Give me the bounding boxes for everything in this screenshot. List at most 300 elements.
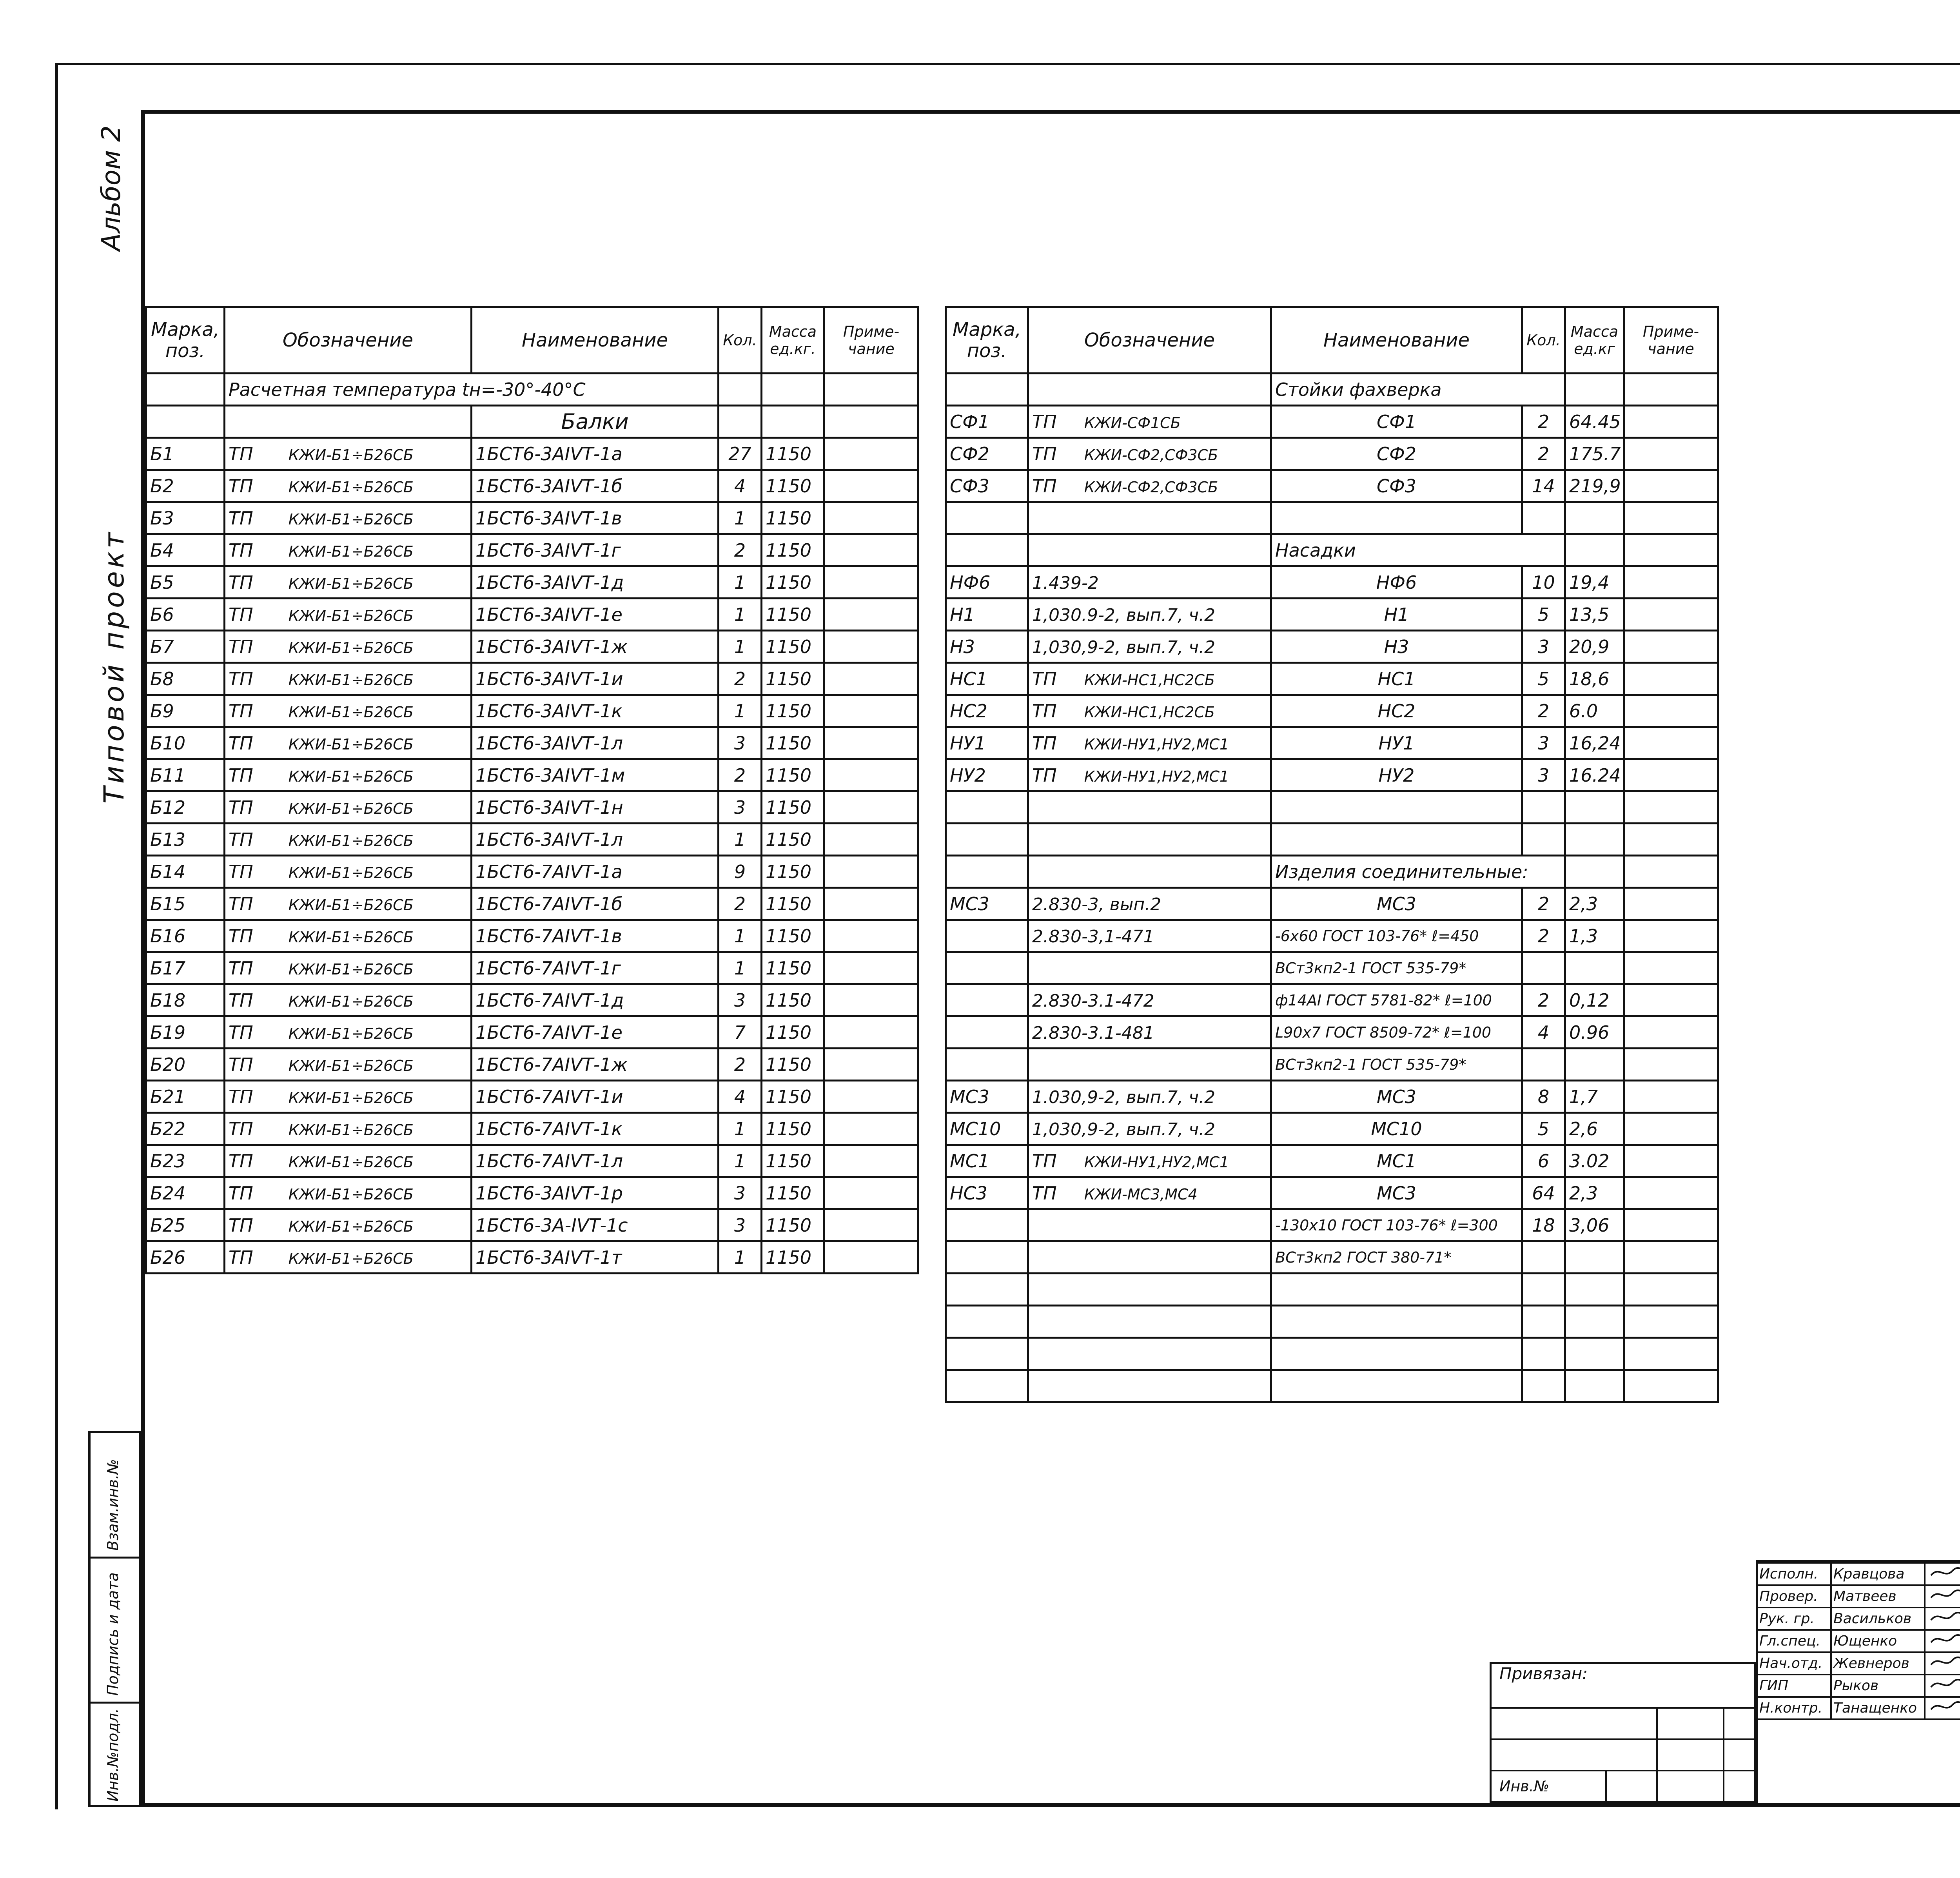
mass-cell: 1150 [762, 1241, 824, 1274]
table-row [946, 1241, 1718, 1274]
table-row [946, 406, 1718, 438]
note-cell [824, 1145, 918, 1177]
mass-cell: 1150 [762, 695, 824, 727]
signature-mark [1927, 1698, 1960, 1715]
series-text: ТП [229, 1118, 253, 1140]
series-text: ТП [229, 1086, 253, 1107]
drawing-code-text: КЖИ-Б1÷Б26СБ [288, 1153, 414, 1171]
designation-cell [1028, 1209, 1271, 1241]
designation-cell [1028, 663, 1271, 695]
right-table-header [946, 307, 1718, 374]
note-cell [1624, 1209, 1718, 1241]
name-cell: СФ2 [1271, 438, 1522, 470]
table-row [946, 470, 1718, 502]
qty-cell: 64 [1522, 1177, 1565, 1209]
name-cell: 1БСТ6-3АIVТ-1и [472, 663, 719, 695]
signature-mark [1927, 1564, 1960, 1581]
series-text: ТП [229, 764, 253, 786]
name-cell: -130х10 ГОСТ 103-76* ℓ=300 [1271, 1209, 1522, 1241]
note-cell [824, 695, 918, 727]
mark-cell: НС2 [946, 695, 1028, 727]
qty-cell: 1 [719, 566, 762, 599]
mass-cell: 16.24 [1565, 759, 1624, 791]
header-qty: Кол. [719, 307, 762, 374]
signature-mark [1927, 1675, 1960, 1693]
mark-cell: Б24 [146, 1177, 225, 1209]
designation-cell [1028, 470, 1271, 502]
note-cell [1624, 1016, 1718, 1049]
mass-cell: 0.96 [1565, 1016, 1624, 1049]
role-row [1757, 1563, 1960, 1585]
name-cell: 1БСТ6-3АIVТ-1р [472, 1177, 719, 1209]
mark-cell [946, 1241, 1028, 1274]
drawing-code-text: КЖИ-Б1÷Б26СБ [288, 1121, 414, 1139]
mass-cell [1565, 1049, 1624, 1081]
blank-row [946, 1274, 1718, 1306]
mass-cell: 2,6 [1565, 1113, 1624, 1145]
note-cell [824, 952, 918, 984]
header-note: Приме-чание [824, 307, 918, 374]
name-cell: 1БСТ6-7АIVТ-1в [472, 920, 719, 952]
qty-cell: 2 [1522, 888, 1565, 920]
drawing-code-text: КЖИ-Б1÷Б26СБ [288, 832, 414, 849]
qty-cell: 2 [1522, 438, 1565, 470]
mass-cell: 1150 [762, 759, 824, 791]
mass-cell: 1150 [762, 920, 824, 952]
name-cell: МС3 [1271, 888, 1522, 920]
designation-cell [225, 438, 472, 470]
qty-cell: 2 [1522, 920, 1565, 952]
mass-cell [1565, 952, 1624, 984]
mark-cell: Б1 [146, 438, 225, 470]
table-row [146, 663, 918, 695]
mark-cell: Н3 [946, 631, 1028, 663]
series-text: ТП [229, 1214, 253, 1236]
role-role: ГИП [1757, 1675, 1831, 1697]
qty-cell: 2 [719, 534, 762, 566]
name-cell: 1БСТ6-7АIVТ-1е [472, 1016, 719, 1049]
role-role: Н.контр. [1757, 1697, 1831, 1719]
name-cell: 1БСТ6-3АIVТ-1б [472, 470, 719, 502]
left-spec-table [145, 306, 919, 1274]
mass-cell: 64.45 [1565, 406, 1624, 438]
mass-cell: 1150 [762, 1081, 824, 1113]
role-name: Жевнеров [1831, 1652, 1925, 1675]
mass-cell: 1150 [762, 984, 824, 1016]
drawing-code-text: КЖИ-МС3,МС4 [1084, 1185, 1198, 1203]
qty-cell: 14 [1522, 470, 1565, 502]
drawing-code-text: 1,030,9-2, вып.7, ч.2 [1032, 1119, 1216, 1140]
note-cell [824, 791, 918, 824]
qty-cell: 3 [719, 1177, 762, 1209]
attached-label: Привязан: [1499, 1664, 1588, 1683]
series-text: ТП [229, 1022, 253, 1043]
designation-cell [1028, 759, 1271, 791]
mass-cell: 2,3 [1565, 888, 1624, 920]
designation-cell [1028, 1049, 1271, 1081]
designation-cell [225, 631, 472, 663]
drawing-code-text: 1,030.9-2, вып.7, ч.2 [1032, 605, 1216, 625]
note-cell [1624, 438, 1718, 470]
drawing-code-text: КЖИ-НС1,НС2СБ [1084, 703, 1215, 721]
mark-cell: Б5 [146, 566, 225, 599]
drawing-code-text: КЖИ-НУ1,НУ2,МС1 [1084, 768, 1229, 785]
note-cell [1624, 984, 1718, 1016]
designation-cell [225, 1049, 472, 1081]
mark-cell: Б19 [146, 1016, 225, 1049]
note-cell [1624, 406, 1718, 438]
mark-cell: Б13 [146, 824, 225, 856]
mass-cell: 1150 [762, 566, 824, 599]
mark-cell: Б7 [146, 631, 225, 663]
designation-cell [1028, 920, 1271, 952]
roles-table [1756, 1562, 1960, 1720]
qty-cell: 7 [719, 1016, 762, 1049]
mark-cell [946, 1049, 1028, 1081]
mass-cell: 1150 [762, 952, 824, 984]
blank-row [946, 502, 1718, 534]
designation-cell [1028, 984, 1271, 1016]
name-cell: 1БСТ6-3АIVТ-1к [472, 695, 719, 727]
qty-cell: 18 [1522, 1209, 1565, 1241]
mass-cell: 1150 [762, 1177, 824, 1209]
table-row [146, 888, 918, 920]
table-row [146, 1177, 918, 1209]
mass-cell: 1150 [762, 438, 824, 470]
mark-cell [946, 1209, 1028, 1241]
table-row [946, 695, 1718, 727]
mass-cell: 1150 [762, 1209, 824, 1241]
table-row [946, 566, 1718, 599]
drawing-code-text: 1,030,9-2, вып.7, ч.2 [1032, 637, 1216, 657]
designation-cell [1028, 599, 1271, 631]
series-text: ТП [229, 507, 253, 529]
drawing-code-text: 1.030,9-2, вып.7, ч.2 [1032, 1087, 1216, 1107]
right-spec-table [945, 306, 1719, 1403]
mark-cell: Б12 [146, 791, 225, 824]
table-row [946, 1113, 1718, 1145]
mark-cell: МС3 [946, 888, 1028, 920]
name-cell: НУ2 [1271, 759, 1522, 791]
series-text: ТП [229, 1054, 253, 1075]
name-cell: L90х7 ГОСТ 8509-72* ℓ=100 [1271, 1016, 1522, 1049]
mark-cell: Б8 [146, 663, 225, 695]
note-cell [1624, 759, 1718, 791]
drawing-code-text: КЖИ-Б1÷Б26СБ [288, 800, 414, 817]
table-row [146, 1081, 918, 1113]
table-row [946, 1049, 1718, 1081]
signature-cell [1925, 1563, 1960, 1585]
header-note: Приме-чание [1624, 307, 1718, 374]
series-text: ТП [229, 957, 253, 979]
mark-cell: Б21 [146, 1081, 225, 1113]
series-text: ТП [229, 604, 253, 625]
series-text: ТП [1032, 700, 1057, 722]
name-cell: 1БСТ6-3АIVТ-1н [472, 791, 719, 824]
drawing-code-text: 2.830-3.1-481 [1032, 1023, 1154, 1043]
blank-row [946, 1338, 1718, 1370]
section-row [946, 374, 1718, 406]
mass-cell [1565, 1241, 1624, 1274]
series-text: ТП [229, 989, 253, 1011]
qty-cell: 2 [719, 759, 762, 791]
mass-cell: 1150 [762, 1145, 824, 1177]
designation-cell [1028, 566, 1271, 599]
name-cell: 1БСТ6-7АIVТ-1и [472, 1081, 719, 1113]
table-row [146, 534, 918, 566]
drawing-code-text: КЖИ-Б1÷Б26СБ [288, 703, 414, 721]
drawing-code-text: КЖИ-Б1÷Б26СБ [288, 1057, 414, 1074]
side-stamp-inv-number: Инв.№подл. [104, 1708, 122, 1802]
series-text: ТП [229, 636, 253, 657]
name-cell: 1БСТ6-7АIVТ-1ж [472, 1049, 719, 1081]
mark-cell: НУ1 [946, 727, 1028, 759]
name-cell: 1БСТ6-3АIVТ-1л [472, 727, 719, 759]
drawing-code-text: 1.439-2 [1032, 573, 1099, 593]
mark-cell: СФ2 [946, 438, 1028, 470]
note-cell [1624, 1241, 1718, 1274]
header-name: Наименование [1271, 307, 1522, 374]
series-text: ТП [229, 475, 253, 497]
name-cell: МС10 [1271, 1113, 1522, 1145]
table-row [946, 438, 1718, 470]
name-cell: 1БСТ6-3АIVТ-1л [472, 824, 719, 856]
table-row [146, 1113, 918, 1145]
name-cell: -6х60 ГОСТ 103-76* ℓ=450 [1271, 920, 1522, 952]
mark-cell: НС1 [946, 663, 1028, 695]
mark-cell: Б17 [146, 952, 225, 984]
role-role: Гл.спец. [1757, 1630, 1831, 1652]
table-row [146, 727, 918, 759]
series-text: ТП [1032, 443, 1057, 465]
mass-cell: 1150 [762, 727, 824, 759]
mark-cell: Б10 [146, 727, 225, 759]
mass-cell: 19,4 [1565, 566, 1624, 599]
table-row [146, 984, 918, 1016]
drawing-code-text: КЖИ-Б1÷Б26СБ [288, 960, 414, 978]
qty-cell: 2 [719, 888, 762, 920]
mass-cell: 16,24 [1565, 727, 1624, 759]
table-row [146, 631, 918, 663]
album-label: Альбом 2 [96, 125, 126, 251]
designation-cell [1028, 888, 1271, 920]
qty-cell: 4 [1522, 1016, 1565, 1049]
mark-cell: Б3 [146, 502, 225, 534]
note-cell [1624, 952, 1718, 984]
note-cell [824, 1177, 918, 1209]
name-cell: НФ6 [1271, 566, 1522, 599]
mark-cell: Б4 [146, 534, 225, 566]
designation-cell [225, 920, 472, 952]
mark-cell: Н1 [946, 599, 1028, 631]
mark-cell: МС3 [946, 1081, 1028, 1113]
name-cell: МС3 [1271, 1177, 1522, 1209]
designation-cell [225, 1209, 472, 1241]
note-cell [1624, 663, 1718, 695]
note-cell [1624, 1049, 1718, 1081]
designation-cell [225, 663, 472, 695]
attached-stamp [1490, 1662, 1756, 1803]
name-cell: 1БСТ6-7АIVТ-1б [472, 888, 719, 920]
table-row [146, 952, 918, 984]
table-row [946, 759, 1718, 791]
mass-cell: 1,3 [1565, 920, 1624, 952]
table-row [146, 1145, 918, 1177]
note-cell [824, 599, 918, 631]
note-cell [1624, 920, 1718, 952]
table-row [146, 599, 918, 631]
name-cell: 1БСТ6-3АIVТ-1а [472, 438, 719, 470]
role-row [1757, 1630, 1960, 1652]
role-row [1757, 1675, 1960, 1697]
signature-mark [1927, 1631, 1960, 1648]
signature-cell [1925, 1652, 1960, 1675]
designation-cell [225, 1241, 472, 1274]
designation-cell [225, 888, 472, 920]
role-name: Ющенко [1831, 1630, 1925, 1652]
qty-cell [1522, 1241, 1565, 1274]
mass-cell: 6.0 [1565, 695, 1624, 727]
designation-cell [225, 1177, 472, 1209]
mark-cell [946, 952, 1028, 984]
header-mass: Масса ед.кг. [762, 307, 824, 374]
series-text: ТП [229, 572, 253, 593]
name-cell: Н3 [1271, 631, 1522, 663]
qty-cell: 3 [1522, 759, 1565, 791]
designation-cell [225, 1145, 472, 1177]
mark-cell: Б2 [146, 470, 225, 502]
series-text: ТП [229, 1247, 253, 1268]
series-text: ТП [229, 797, 253, 818]
qty-cell: 1 [719, 952, 762, 984]
designation-cell [225, 984, 472, 1016]
table-row [146, 566, 918, 599]
series-text: ТП [1032, 475, 1057, 497]
role-row [1757, 1585, 1960, 1608]
name-cell: 1БСТ6-7АIVТ-1к [472, 1113, 719, 1145]
note-cell [824, 534, 918, 566]
mass-cell: 1,7 [1565, 1081, 1624, 1113]
signature-mark [1927, 1653, 1960, 1670]
signature-cell [1925, 1608, 1960, 1630]
signature-cell [1925, 1675, 1960, 1697]
mark-cell: Б22 [146, 1113, 225, 1145]
qty-cell: 1 [719, 1145, 762, 1177]
header-mark: Марка, поз. [146, 307, 225, 374]
note-cell [1624, 727, 1718, 759]
mass-cell: 1150 [762, 1016, 824, 1049]
name-cell: Н1 [1271, 599, 1522, 631]
series-text: ТП [1032, 732, 1057, 754]
section-row [946, 856, 1718, 888]
name-cell: 1БСТ6-3АIVТ-1т [472, 1241, 719, 1274]
note-cell [824, 1241, 918, 1274]
series-text: ТП [1032, 1150, 1057, 1172]
mark-cell: Б11 [146, 759, 225, 791]
qty-cell: 3 [719, 727, 762, 759]
note-cell [824, 888, 918, 920]
qty-cell: 8 [1522, 1081, 1565, 1113]
designation-cell [225, 727, 472, 759]
header-name: Наименование [472, 307, 719, 374]
name-cell: ВСт3кп2-1 ГОСТ 535-79* [1271, 952, 1522, 984]
drawing-code-text: КЖИ-Б1÷Б26СБ [288, 1089, 414, 1107]
header-mass: Масса ед.кг [1565, 307, 1624, 374]
name-cell: 1БСТ6-3АIVТ-1ж [472, 631, 719, 663]
table-row [946, 952, 1718, 984]
side-stamp-replace-inv: Взам.инв.№ [104, 1459, 122, 1551]
note-cell [824, 920, 918, 952]
drawing-code-text: КЖИ-СФ2,СФ3СБ [1084, 446, 1218, 464]
qty-cell: 2 [1522, 984, 1565, 1016]
designation-cell [1028, 1016, 1271, 1049]
qty-cell: 1 [719, 824, 762, 856]
table-row [146, 695, 918, 727]
role-row [1757, 1697, 1960, 1719]
drawing-code-text: 2.830-3, вып.2 [1032, 894, 1161, 915]
name-cell: НС2 [1271, 695, 1522, 727]
name-cell: 1БСТ6-3АIVТ-1в [472, 502, 719, 534]
designation-cell [1028, 952, 1271, 984]
mass-cell: 2,3 [1565, 1177, 1624, 1209]
note-cell [1624, 566, 1718, 599]
note-cell [824, 663, 918, 695]
note-cell [824, 727, 918, 759]
note-cell [1624, 631, 1718, 663]
designation-cell [225, 566, 472, 599]
table-row [946, 1081, 1718, 1113]
mass-cell: 1150 [762, 534, 824, 566]
qty-cell: 1 [719, 599, 762, 631]
qty-cell: 5 [1522, 599, 1565, 631]
note-cell [824, 856, 918, 888]
drawing-code-text: КЖИ-Б1÷Б26СБ [288, 1250, 414, 1267]
name-cell: ВСт3кп2 ГОСТ 380-71* [1271, 1241, 1522, 1274]
mass-cell: 3,06 [1565, 1209, 1624, 1241]
drawing-code-text: КЖИ-Б1÷Б26СБ [288, 993, 414, 1010]
header-qty: Кол. [1522, 307, 1565, 374]
note-cell [824, 1016, 918, 1049]
designation-cell [225, 534, 472, 566]
designation-cell [1028, 1145, 1271, 1177]
blank-row [946, 1370, 1718, 1402]
table-row [946, 1209, 1718, 1241]
series-text: ТП [229, 1150, 253, 1172]
mass-cell: 1150 [762, 791, 824, 824]
signature-mark [1927, 1586, 1960, 1603]
drawing-code-text: КЖИ-СФ1СБ [1084, 414, 1181, 432]
table-row [946, 1145, 1718, 1177]
drawing-code-text: КЖИ-СФ2,СФ3СБ [1084, 478, 1218, 496]
note-cell [824, 1209, 918, 1241]
blank-row [946, 824, 1718, 856]
table-row [946, 631, 1718, 663]
designation-cell [225, 856, 472, 888]
mass-cell: 18,6 [1565, 663, 1624, 695]
signature-mark [1927, 1608, 1960, 1626]
note-cell [824, 1049, 918, 1081]
signature-cell [1925, 1697, 1960, 1719]
drawing-code-text: КЖИ-Б1÷Б26СБ [288, 864, 414, 882]
table-row [146, 438, 918, 470]
qty-cell: 5 [1522, 663, 1565, 695]
left-table-header [146, 307, 918, 374]
name-cell: 1БСТ6-3АIVТ-1д [472, 566, 719, 599]
section-title: Расчетная температура tн=-30°-40°С [225, 374, 719, 406]
qty-cell: 5 [1522, 1113, 1565, 1145]
role-role: Исполн. [1757, 1563, 1831, 1585]
inv-label: Инв.№ [1499, 1778, 1550, 1795]
